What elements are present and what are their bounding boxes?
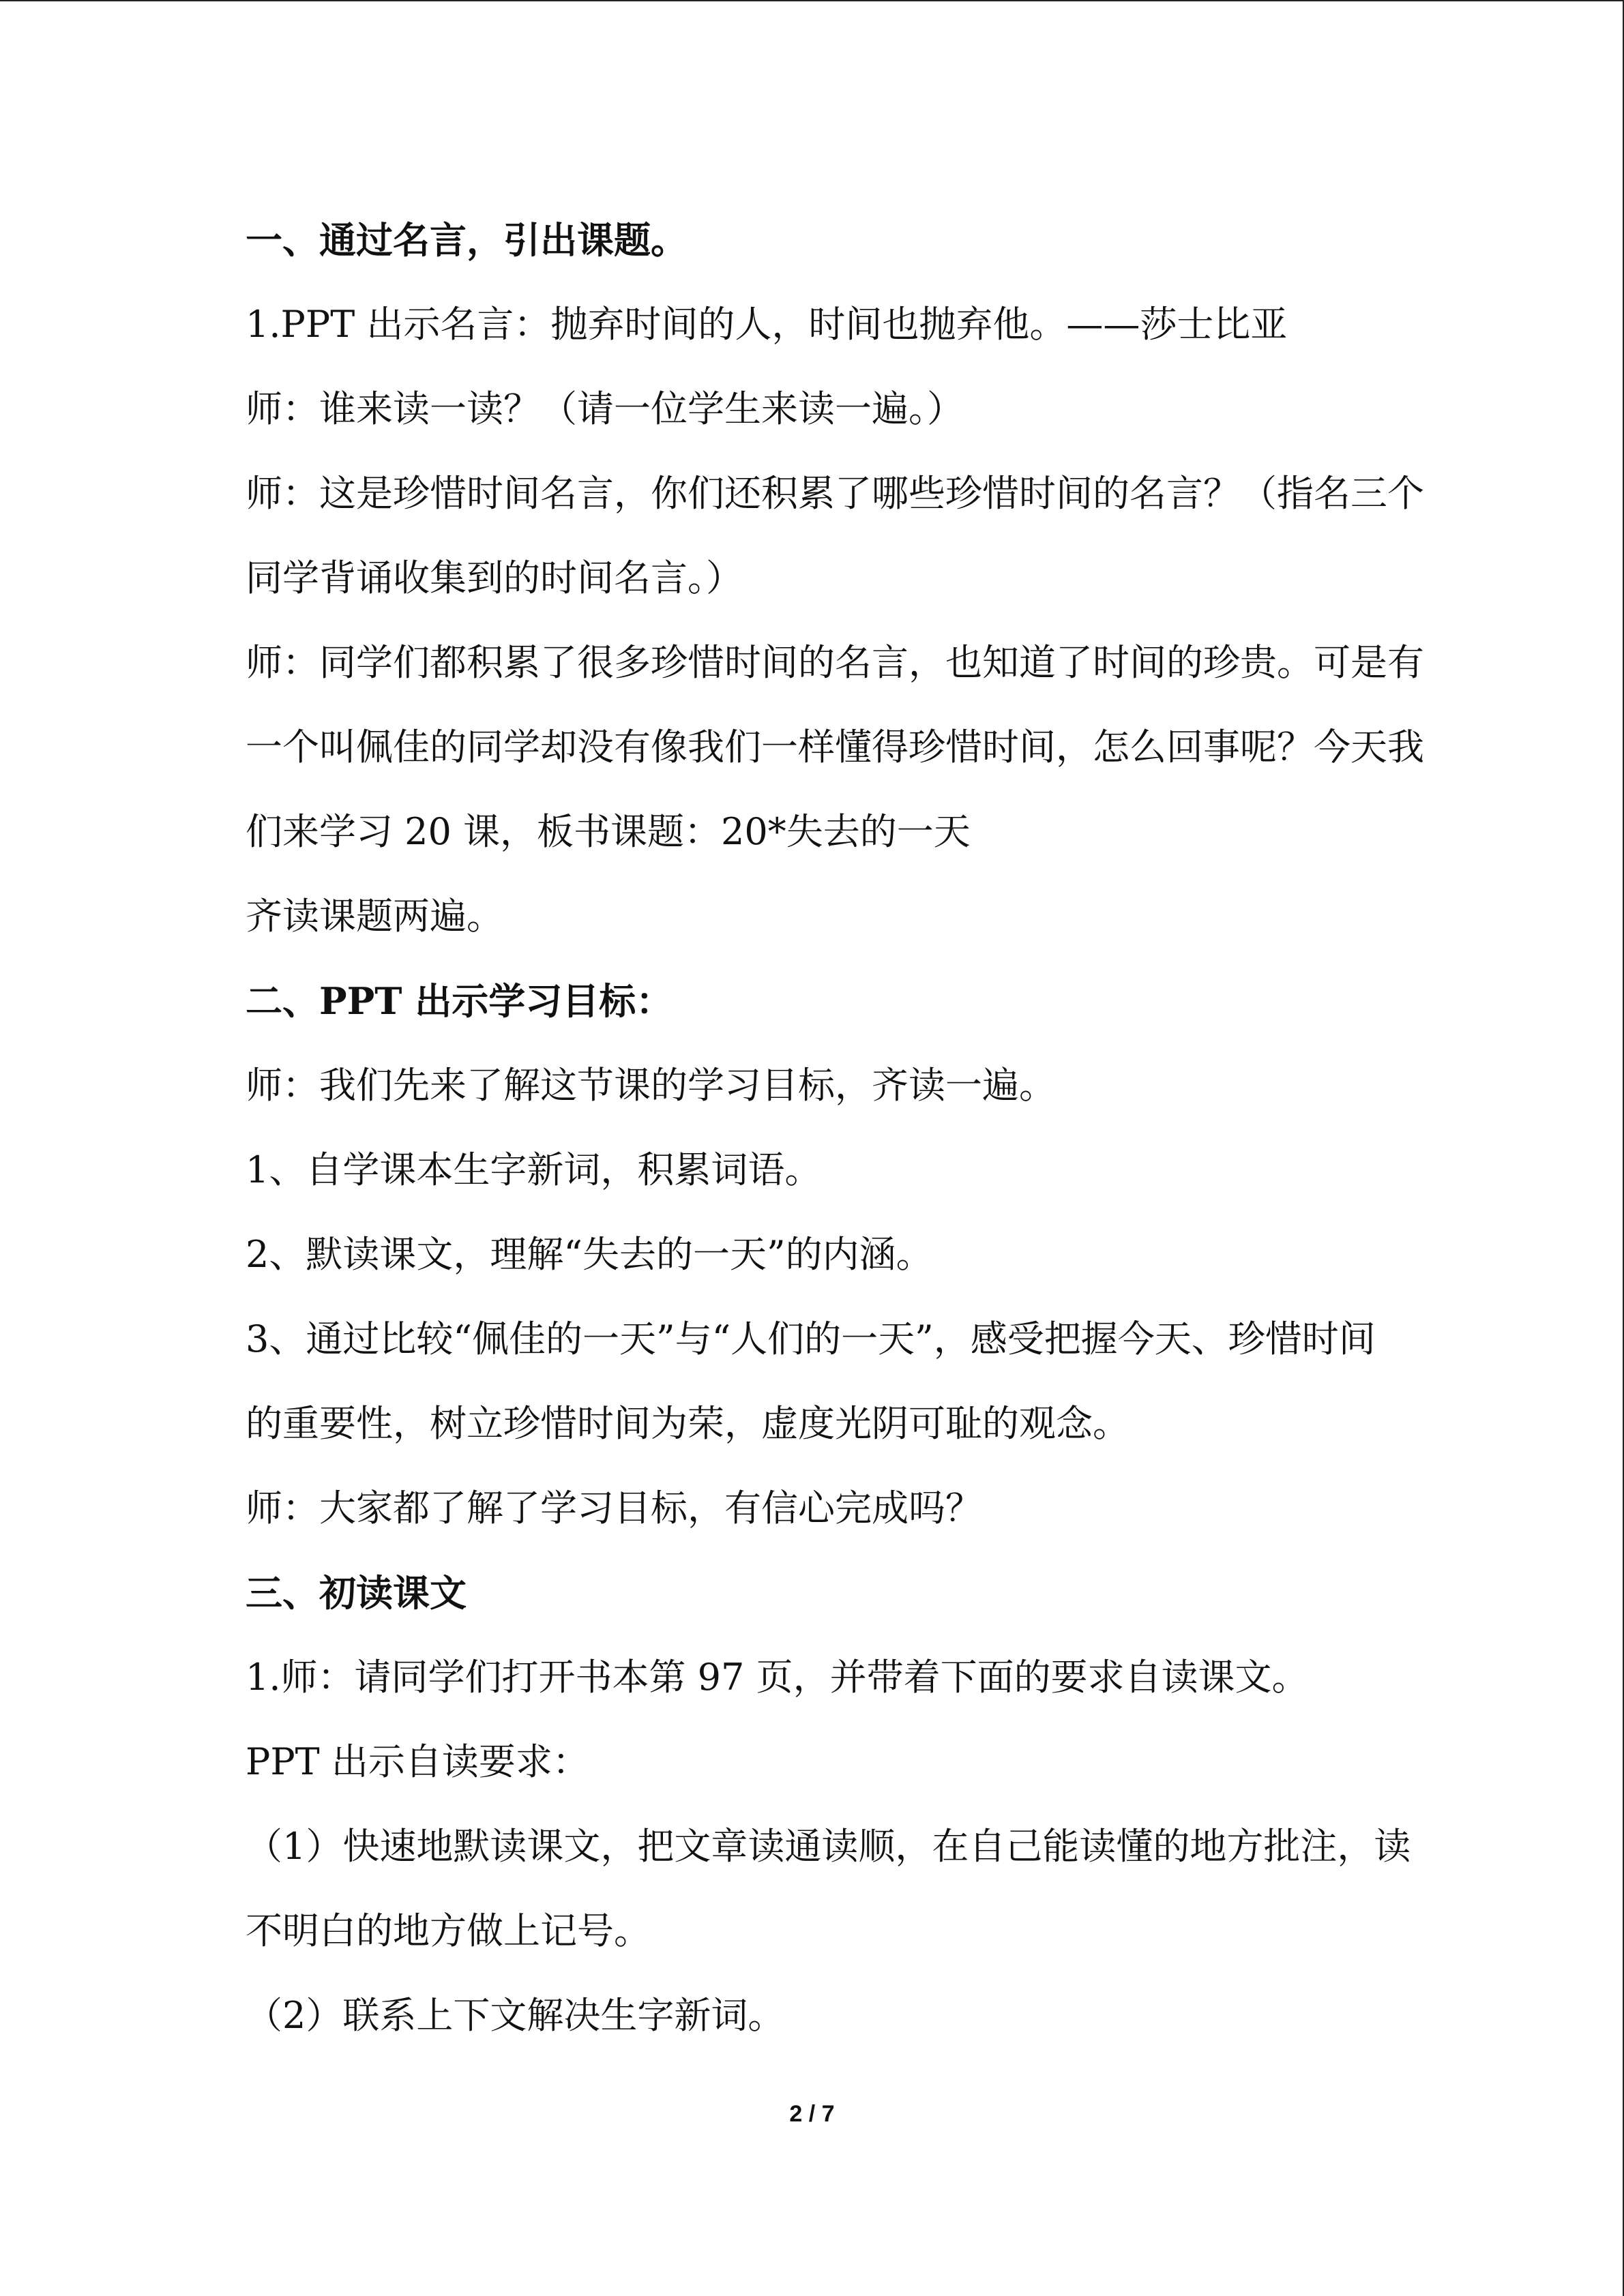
requirement-item-1: （1）快速地默读课文，把文章读通读顺，在自己能读懂的地方批注，读 — [246, 1825, 1411, 1868]
paragraph-line: 师：大家都了解了学习目标，有信心完成吗？ — [246, 1487, 982, 1530]
requirement-item-2: （2）联系上下文解决生字新词。 — [246, 1994, 785, 2037]
page-number: 2 / 7 — [789, 2101, 835, 2127]
paragraph-line: 师：谁来读一读？（请一位学生来读一遍。） — [246, 387, 964, 430]
paragraph-line: 师：我们先来了解这节课的学习目标，齐读一遍。 — [246, 1064, 1056, 1107]
paragraph-line: 1.师：请同学们打开书本第 97 页，并带着下面的要求自读课文。 — [246, 1656, 1309, 1699]
paragraph-line: 师：同学们都积累了很多珍惜时间的名言，也知道了时间的珍贵。可是有 — [246, 641, 1424, 684]
goal-item-2: 2、默读课文，理解“失去的一天”的内涵。 — [246, 1233, 933, 1276]
page-top-border — [0, 0, 1624, 1]
paragraph-line: 一个叫佩佳的同学却没有像我们一样懂得珍惜时间，怎么回事呢？今天我 — [246, 726, 1424, 769]
goal-item-3: 3、通过比较“佩佳的一天”与“人们的一天”，感受把握今天、珍惜时间 — [246, 1317, 1376, 1360]
section-heading-3: 三、初读课文 — [246, 1571, 467, 1615]
paragraph-line: 1.PPT 出示名言：抛弃时间的人，时间也抛弃他。——莎士比亚 — [246, 303, 1288, 346]
paragraph-line: 同学背诵收集到的时间名言。） — [246, 556, 743, 599]
paragraph-line: 齐读课题两遍。 — [246, 895, 503, 938]
section-heading-1: 一、通过名言，引出课题。 — [246, 218, 688, 262]
paragraph-line: 师：这是珍惜时间名言，你们还积累了哪些珍惜时间的名言？（指名三个 — [246, 472, 1424, 515]
goal-item-1: 1、自学课本生字新词，积累词语。 — [246, 1148, 822, 1191]
paragraph-line: 的重要性，树立珍惜时间为荣，虚度光阴可耻的观念。 — [246, 1402, 1130, 1445]
paragraph-line: PPT 出示自读要求： — [246, 1740, 589, 1783]
paragraph-line: 不明白的地方做上记号。 — [246, 1909, 651, 1952]
paragraph-line: 们来学习 20 课，板书课题：20*失去的一天 — [246, 810, 971, 853]
section-heading-2: 二、PPT 出示学习目标： — [246, 979, 673, 1023]
